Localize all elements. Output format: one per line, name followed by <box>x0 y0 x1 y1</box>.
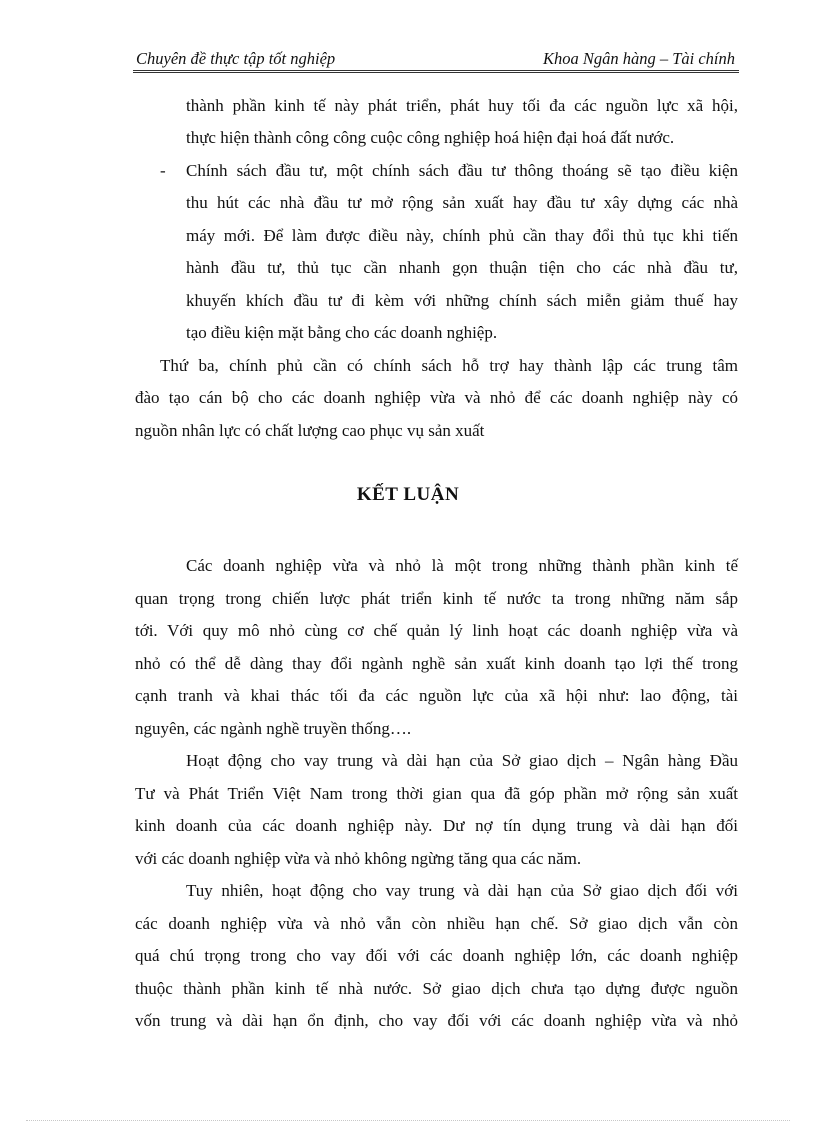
paragraph-line: nhỏ có thể dễ dàng thay đổi ngành nghề sản xuất kinh doanh tạo lợi thế trong <box>135 654 738 673</box>
paragraph-line: các doanh nghiệp vừa và nhỏ vẫn còn nhiều hạn chế. Sở giao dịch vẫn còn <box>135 914 738 933</box>
paragraph-line: quá chú trọng trong cho vay đối với các doanh nghiệp lớn, các doanh nghiệp <box>135 946 738 965</box>
paragraph-line: với các doanh nghiệp vừa và nhỏ không ngừng tăng qua các năm. <box>135 849 582 868</box>
bullet-text-line: Chính sách đầu tư, một chính sách đầu tư thông thoáng sẽ tạo điều kiện <box>186 161 738 180</box>
page-bottom-border <box>26 1120 790 1121</box>
text-line: thực hiện thành công công cuộc công nghiệp hoá hiện đại hoá đất nước. <box>186 128 675 147</box>
bullet-text-line: máy mới. Để làm được điều này, chính phủ cần thay đổi thủ tục khi tiến <box>186 226 738 245</box>
bullet-text-line: khuyến khích đầu tư đi kèm với những chính sách miễn giảm thuế hay <box>186 291 738 310</box>
bullet-marker: - <box>160 161 166 180</box>
page-header <box>133 48 739 73</box>
header-right-title: Khoa Ngân hàng – Tài chính <box>542 49 735 68</box>
paragraph-line: nguyên, các ngành nghề truyền thống…. <box>135 719 412 738</box>
paragraph-line: Tuy nhiên, hoạt động cho vay trung và dài hạn của Sở giao dịch đối với <box>186 881 738 900</box>
paragraph-line: Tư và Phát Triển Việt Nam trong thời gian qua đã góp phần mở rộng sản xuất <box>135 784 738 803</box>
paragraph-line: Thứ ba, chính phủ cần có chính sách hỗ trợ hay thành lập các trung tâm <box>160 356 738 375</box>
text-line: thành phần kinh tế này phát triển, phát huy tối đa các nguồn lực xã hội, <box>186 96 738 115</box>
bullet-text-line: thu hút các nhà đầu tư mở rộng sản xuất hay đầu tư xây dựng các nhà <box>186 193 738 212</box>
conclusion-heading: KẾT LUẬN <box>356 484 460 505</box>
paragraph-line: thuộc thành phần kinh tế nhà nước. Sở giao dịch chưa tạo dựng được nguồn <box>135 979 738 998</box>
paragraph-line: quan trọng trong chiến lược phát triển kinh tế nước ta trong những năm sắp <box>135 589 738 608</box>
header-left-title: Chuyên đề thực tập tốt nghiệp <box>136 49 336 68</box>
paragraph-line: nguồn nhân lực có chất lượng cao phục vụ sản xuất <box>135 421 485 440</box>
paragraph-line: đào tạo cán bộ cho các doanh nghiệp vừa và nhỏ để các doanh nghiệp này có <box>135 388 738 407</box>
bullet-text-line: tạo điều kiện mặt bằng cho các doanh nghiệp. <box>186 323 498 342</box>
paragraph-line: Các doanh nghiệp vừa và nhỏ là một trong những thành phần kinh tế <box>186 556 738 575</box>
paragraph-line: kinh doanh của các doanh nghiệp này. Dư nợ tín dụng trung và dài hạn đối <box>135 816 738 835</box>
paragraph-line: Hoạt động cho vay trung và dài hạn của Sở giao dịch – Ngân hàng Đầu <box>186 751 738 770</box>
paragraph-line: cạnh tranh và khai thác tối đa các nguồn lực của xã hội như: lao động, tài <box>135 686 738 705</box>
paragraph-line: vốn trung và dài hạn ổn định, cho vay đối với các doanh nghiệp vừa và nhỏ <box>135 1011 738 1030</box>
paragraph-line: tới. Với quy mô nhỏ cùng cơ chế quản lý linh hoạt các doanh nghiệp vừa và <box>135 621 738 640</box>
bullet-text-line: hành đầu tư, thủ tục cần nhanh gọn thuận tiện cho các nhà đầu tư, <box>186 258 738 277</box>
